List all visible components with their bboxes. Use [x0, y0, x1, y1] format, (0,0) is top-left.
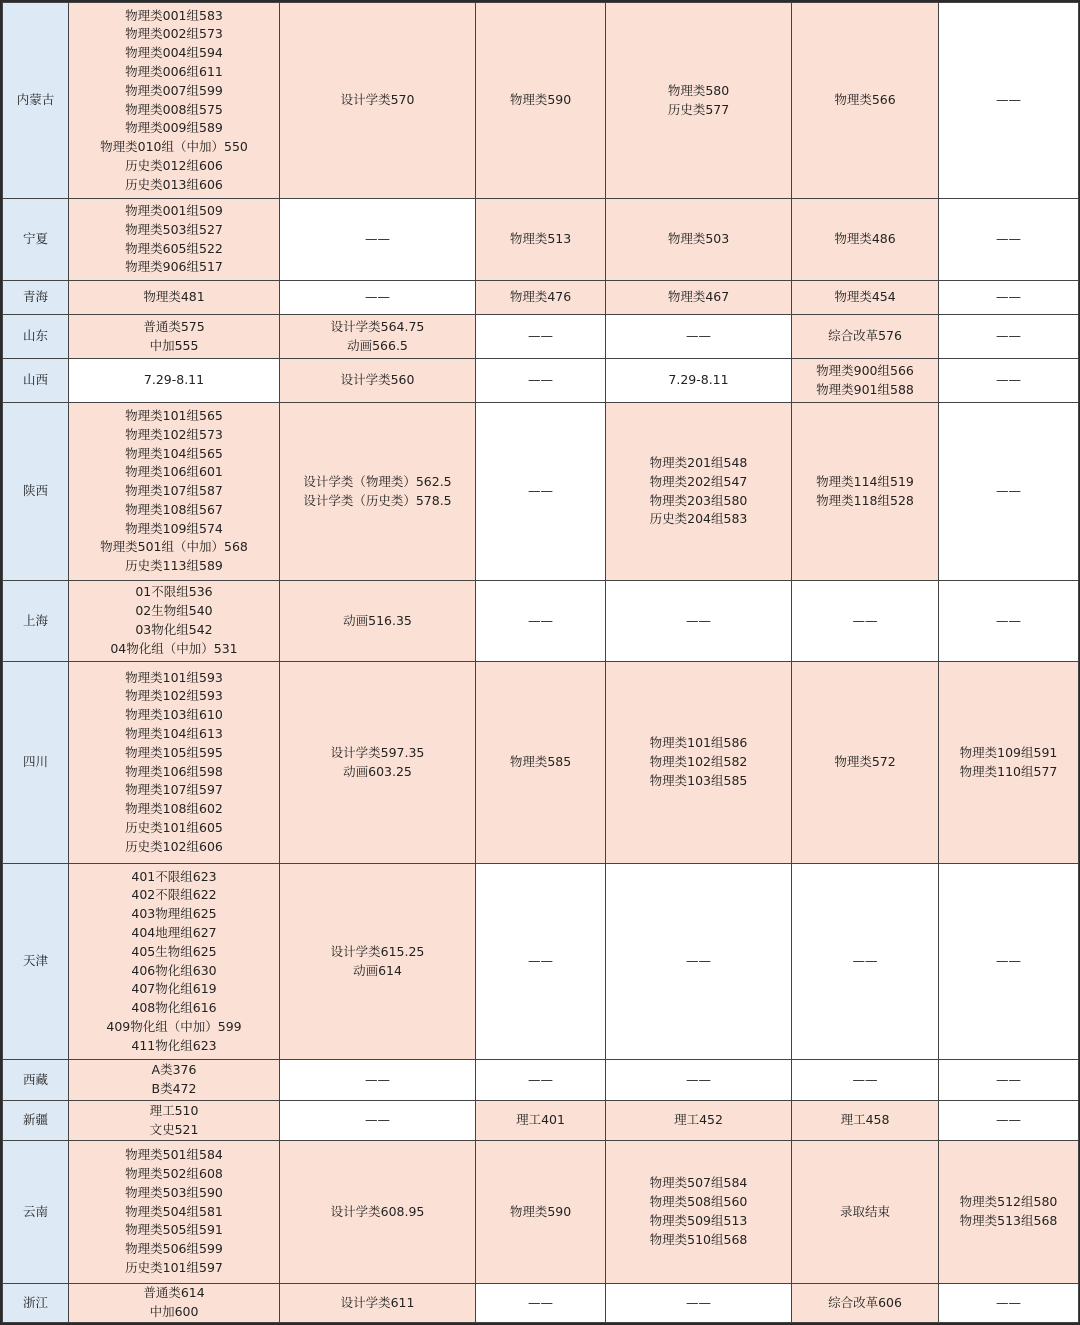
score-line: —— — [365, 1112, 390, 1128]
score-line: 物理类109组591 — [959, 744, 1058, 760]
score-line: 物理类102组573 — [125, 426, 223, 442]
score-cell — [792, 581, 939, 662]
score-line: 物理类503 — [667, 231, 730, 247]
score-cell — [280, 1101, 476, 1141]
score-line: 物理类504组581 — [125, 1203, 223, 1219]
score-cell — [476, 1141, 606, 1284]
score-line: 物理类118组528 — [816, 492, 914, 508]
score-line: 物理类106组598 — [125, 763, 223, 779]
score-line: 物理类110组577 — [959, 763, 1058, 779]
score-cell — [792, 1060, 939, 1101]
score-line: 409物化组（中加）599 — [106, 1018, 242, 1034]
score-cell — [606, 281, 792, 315]
score-line: 历史类577 — [667, 101, 730, 117]
score-line: 物理类104组613 — [125, 725, 223, 741]
score-line: 405生物组625 — [131, 943, 217, 959]
score-line: 设计学类（历史类）578.5 — [303, 492, 452, 508]
score-cell — [792, 864, 939, 1060]
score-line: 物理类566 — [834, 92, 896, 108]
table-row-shanghai — [3, 581, 1079, 662]
table-row-shandong — [3, 315, 1079, 359]
score-cell — [792, 1101, 939, 1141]
score-line: 理工458 — [840, 1112, 890, 1128]
score-line: 物理类502组608 — [125, 1166, 223, 1181]
score-line: —— — [686, 328, 711, 344]
score-line: —— — [365, 289, 390, 305]
score-line: 历史类113组589 — [125, 558, 223, 574]
score-cell — [69, 403, 280, 581]
score-line: —— — [528, 1071, 553, 1087]
score-cell — [606, 359, 792, 403]
score-line: 物理类102组582 — [649, 754, 748, 770]
score-line: 物理类503组527 — [125, 221, 223, 237]
score-cell — [280, 281, 476, 315]
score-cell — [792, 359, 939, 403]
score-cell — [939, 199, 1079, 281]
score-line: 物理类501组（中加）568 — [100, 539, 248, 555]
score-cell — [476, 403, 606, 581]
score-cell — [939, 662, 1079, 864]
score-line: —— — [852, 1071, 878, 1087]
score-cell — [939, 403, 1079, 581]
score-table — [2, 2, 1079, 1323]
score-cell — [69, 359, 280, 403]
score-line: 物理类900组566 — [816, 362, 914, 378]
score-line: 物理类503组590 — [125, 1184, 223, 1200]
score-line: 物理类509组513 — [649, 1213, 748, 1228]
score-line: 中加555 — [149, 337, 199, 353]
score-cell — [939, 315, 1079, 359]
score-cell — [280, 315, 476, 359]
province-cell: 西藏 — [3, 1060, 69, 1101]
score-line: 设计学类615.25 — [330, 943, 425, 959]
score-cell — [792, 315, 939, 359]
score-line: 406物化组630 — [131, 962, 217, 978]
score-line: 7.29-8.11 — [143, 372, 205, 388]
score-line: 物理类481 — [143, 289, 205, 305]
score-line: 历史类101组597 — [125, 1259, 223, 1275]
score-line: 设计学类564.75 — [330, 318, 425, 334]
score-cell — [792, 199, 939, 281]
score-line: 物理类102组593 — [125, 688, 223, 704]
score-cell — [939, 1284, 1079, 1323]
score-line: 物理类101组586 — [649, 735, 748, 751]
score-line: —— — [365, 1071, 390, 1087]
table-row-neimenggu — [3, 3, 1079, 199]
score-cell — [280, 359, 476, 403]
score-line: B类472 — [151, 1081, 197, 1096]
score-cell — [939, 581, 1079, 662]
score-line: 设计学类（物理类）562.5 — [303, 473, 452, 489]
score-cell — [476, 1060, 606, 1101]
score-line: 物理类590 — [509, 92, 572, 108]
score-cell — [939, 281, 1079, 315]
score-line: —— — [996, 328, 1021, 344]
score-cell — [606, 864, 792, 1060]
score-line: 物理类107组587 — [125, 483, 223, 499]
score-line: —— — [686, 1294, 711, 1310]
score-line: 物理类454 — [834, 289, 896, 305]
score-line: 物理类108组602 — [125, 801, 223, 817]
score-cell — [606, 403, 792, 581]
score-line: 设计学类570 — [340, 92, 415, 108]
score-cell — [69, 1141, 280, 1284]
score-line: —— — [996, 372, 1021, 388]
score-line: 403物理组625 — [131, 906, 217, 922]
score-line: 物理类580 — [667, 82, 730, 98]
score-line: 物理类103组610 — [125, 707, 223, 723]
score-line: —— — [528, 483, 553, 499]
score-line: —— — [996, 289, 1021, 305]
score-line: 录取结束 — [839, 1203, 890, 1219]
score-cell — [939, 864, 1079, 1060]
score-cell — [69, 581, 280, 662]
province-cell: 内蒙古 — [3, 3, 69, 199]
province-cell: 山东 — [3, 315, 69, 359]
score-cell — [606, 1284, 792, 1323]
score-line: A类376 — [151, 1062, 197, 1078]
score-cell — [280, 3, 476, 199]
score-cell — [606, 199, 792, 281]
score-line: 物理类105组595 — [125, 744, 223, 760]
score-line: —— — [996, 1071, 1021, 1087]
province-cell: 新疆 — [3, 1101, 69, 1141]
score-line: 物理类508组560 — [649, 1194, 748, 1210]
score-cell — [606, 581, 792, 662]
score-line: 物理类114组519 — [816, 473, 914, 489]
score-line: 物理类572 — [834, 754, 896, 770]
score-cell — [280, 662, 476, 864]
score-line: —— — [528, 612, 553, 628]
score-cell — [792, 281, 939, 315]
province-cell: 宁夏 — [3, 199, 69, 281]
score-cell — [280, 1141, 476, 1284]
table-row-tianjin — [3, 864, 1079, 1060]
score-cell — [476, 581, 606, 662]
score-line: 物理类010组（中加）550 — [100, 139, 248, 155]
score-cell — [606, 315, 792, 359]
score-cell — [606, 1101, 792, 1141]
score-line: 历史类101组605 — [125, 819, 223, 835]
score-cell — [792, 1141, 939, 1284]
province-cell: 天津 — [3, 864, 69, 1060]
score-line: 物理类104组565 — [125, 445, 223, 461]
score-cell — [476, 315, 606, 359]
score-line: 理工452 — [674, 1112, 723, 1128]
province-cell: 青海 — [3, 281, 69, 315]
score-line: 设计学类560 — [340, 372, 415, 388]
score-line: —— — [996, 1294, 1021, 1310]
score-line: —— — [686, 953, 711, 969]
score-line: 04物化组（中加）531 — [110, 640, 238, 656]
score-cell — [280, 864, 476, 1060]
score-cell — [792, 1284, 939, 1323]
score-line: 402不限组622 — [131, 887, 217, 903]
score-cell — [606, 1060, 792, 1101]
score-line: —— — [528, 953, 553, 969]
score-line: —— — [852, 953, 878, 969]
score-line: —— — [996, 483, 1021, 499]
score-line: 03物化组542 — [135, 622, 213, 637]
score-cell — [476, 662, 606, 864]
score-cell — [606, 662, 792, 864]
score-line: 物理类106组601 — [125, 464, 223, 480]
score-line: 动画566.5 — [347, 337, 408, 353]
score-cell — [69, 662, 280, 864]
score-cell — [476, 1101, 606, 1141]
score-line: 动画603.25 — [343, 763, 412, 779]
score-line: 历史类013组606 — [125, 176, 223, 192]
score-cell — [476, 864, 606, 1060]
score-line: 物理类007组599 — [125, 82, 223, 98]
score-line: 物理类002组573 — [125, 26, 223, 42]
score-cell — [606, 1141, 792, 1284]
table-row-zhejiang — [3, 1284, 1079, 1323]
score-line: 动画516.35 — [343, 612, 412, 628]
score-cell — [69, 1060, 280, 1101]
score-line: 401不限组623 — [131, 868, 217, 884]
score-cell — [280, 403, 476, 581]
score-line: —— — [686, 1071, 711, 1087]
score-line: 综合改革576 — [828, 328, 902, 344]
province-cell: 云南 — [3, 1141, 69, 1284]
score-line: 普通类614 — [143, 1285, 205, 1301]
score-line: 物理类486 — [834, 231, 896, 247]
score-line: 物理类501组584 — [125, 1147, 223, 1163]
score-line: 物理类001组509 — [125, 202, 223, 218]
table-body — [3, 3, 1079, 1323]
score-cell — [792, 3, 939, 199]
score-cell — [280, 1060, 476, 1101]
score-line: 物理类203组580 — [649, 492, 748, 508]
score-line: 设计学类608.95 — [330, 1203, 425, 1219]
score-line: 物理类107组597 — [125, 782, 223, 798]
score-cell — [792, 403, 939, 581]
score-line: 历史类204组583 — [649, 511, 748, 527]
province-cell: 上海 — [3, 581, 69, 662]
score-cell — [476, 199, 606, 281]
table-row-ningxia — [3, 199, 1079, 281]
table-row-sichuan — [3, 662, 1079, 864]
score-line: 物理类103组585 — [649, 772, 748, 788]
score-line: —— — [528, 1294, 553, 1310]
score-line: 物理类512组580 — [959, 1194, 1058, 1210]
score-line: 理工401 — [516, 1112, 565, 1128]
score-line: 物理类906组517 — [125, 259, 223, 275]
score-line: —— — [996, 1112, 1021, 1128]
province-cell: 浙江 — [3, 1284, 69, 1323]
score-line: —— — [852, 612, 878, 628]
table-row-qinghai — [3, 281, 1079, 315]
score-line: 物理类001组583 — [125, 7, 223, 23]
score-cell — [280, 581, 476, 662]
score-cell — [476, 3, 606, 199]
score-cell — [69, 864, 280, 1060]
score-line: —— — [528, 372, 553, 388]
score-line: 动画614 — [353, 962, 402, 978]
score-cell — [939, 359, 1079, 403]
score-cell — [476, 281, 606, 315]
score-line: 物理类108组567 — [125, 501, 223, 517]
score-cell — [606, 3, 792, 199]
score-cell — [792, 662, 939, 864]
score-line: 物理类901组588 — [816, 381, 914, 397]
score-line: 物理类585 — [509, 754, 572, 770]
score-line: 01不限组536 — [135, 584, 213, 600]
score-line: —— — [996, 953, 1021, 969]
score-line: 设计学类611 — [340, 1294, 415, 1310]
score-line: —— — [996, 231, 1021, 247]
score-line: 历史类012组606 — [125, 157, 223, 173]
score-line: 理工510 — [149, 1102, 199, 1118]
score-line: —— — [996, 92, 1021, 108]
score-line: 综合改革606 — [828, 1294, 902, 1310]
score-cell — [939, 3, 1079, 199]
score-line: 物理类510组568 — [649, 1231, 748, 1247]
score-line: 文史521 — [149, 1121, 199, 1137]
score-cell — [939, 1141, 1079, 1284]
score-line: 411物化组623 — [131, 1037, 217, 1053]
score-line: 物理类201组548 — [649, 454, 748, 470]
score-cell — [280, 199, 476, 281]
province-cell: 陕西 — [3, 403, 69, 581]
table-row-shanxi — [3, 359, 1079, 403]
score-line: 物理类101组593 — [125, 669, 223, 685]
score-line: 404地理组627 — [131, 924, 217, 940]
score-cell — [939, 1101, 1079, 1141]
score-line: 物理类513 — [509, 231, 572, 247]
score-line: 物理类202组547 — [649, 473, 748, 489]
score-line: 物理类109组574 — [125, 520, 223, 536]
score-line: 407物化组619 — [131, 981, 217, 997]
score-line: 物理类006组611 — [125, 63, 223, 79]
score-line: 普通类575 — [143, 318, 205, 334]
score-line: 中加600 — [149, 1304, 199, 1319]
score-cell — [69, 1284, 280, 1323]
score-line: 408物化组616 — [131, 1000, 217, 1016]
score-line: 物理类590 — [509, 1203, 572, 1219]
score-line: 物理类506组599 — [125, 1241, 223, 1257]
score-line: 7.29-8.11 — [668, 372, 729, 388]
score-line: 物理类476 — [509, 289, 572, 305]
score-line: 历史类102组606 — [125, 838, 223, 854]
score-cell — [69, 199, 280, 281]
score-cell — [69, 281, 280, 315]
score-line: 物理类507组584 — [649, 1175, 748, 1191]
score-line: —— — [528, 328, 553, 344]
score-line: 设计学类597.35 — [330, 744, 425, 760]
table-row-shaanxi — [3, 403, 1079, 581]
score-cell — [69, 1101, 280, 1141]
score-cell — [939, 1060, 1079, 1101]
score-line: 物理类505组591 — [125, 1222, 223, 1238]
score-cell — [69, 3, 280, 199]
table-row-xinjiang — [3, 1101, 1079, 1141]
score-line: —— — [686, 612, 711, 628]
table-row-xizang — [3, 1060, 1079, 1101]
score-line: 02生物组540 — [135, 603, 213, 619]
province-cell: 四川 — [3, 662, 69, 864]
score-cell — [476, 1284, 606, 1323]
score-line: 物理类467 — [667, 289, 730, 305]
score-line: 物理类605组522 — [125, 240, 223, 256]
table-row-yunnan — [3, 1141, 1079, 1284]
score-line: —— — [996, 612, 1021, 628]
score-line: 物理类004组594 — [125, 45, 223, 61]
score-cell — [476, 359, 606, 403]
score-line: 物理类008组575 — [125, 101, 223, 117]
score-cell — [69, 315, 280, 359]
province-cell: 山西 — [3, 359, 69, 403]
score-line: 物理类009组589 — [125, 120, 223, 136]
score-line: 物理类513组568 — [959, 1213, 1058, 1228]
score-line: —— — [365, 231, 390, 247]
score-cell — [280, 1284, 476, 1323]
score-line: 物理类101组565 — [125, 407, 223, 423]
